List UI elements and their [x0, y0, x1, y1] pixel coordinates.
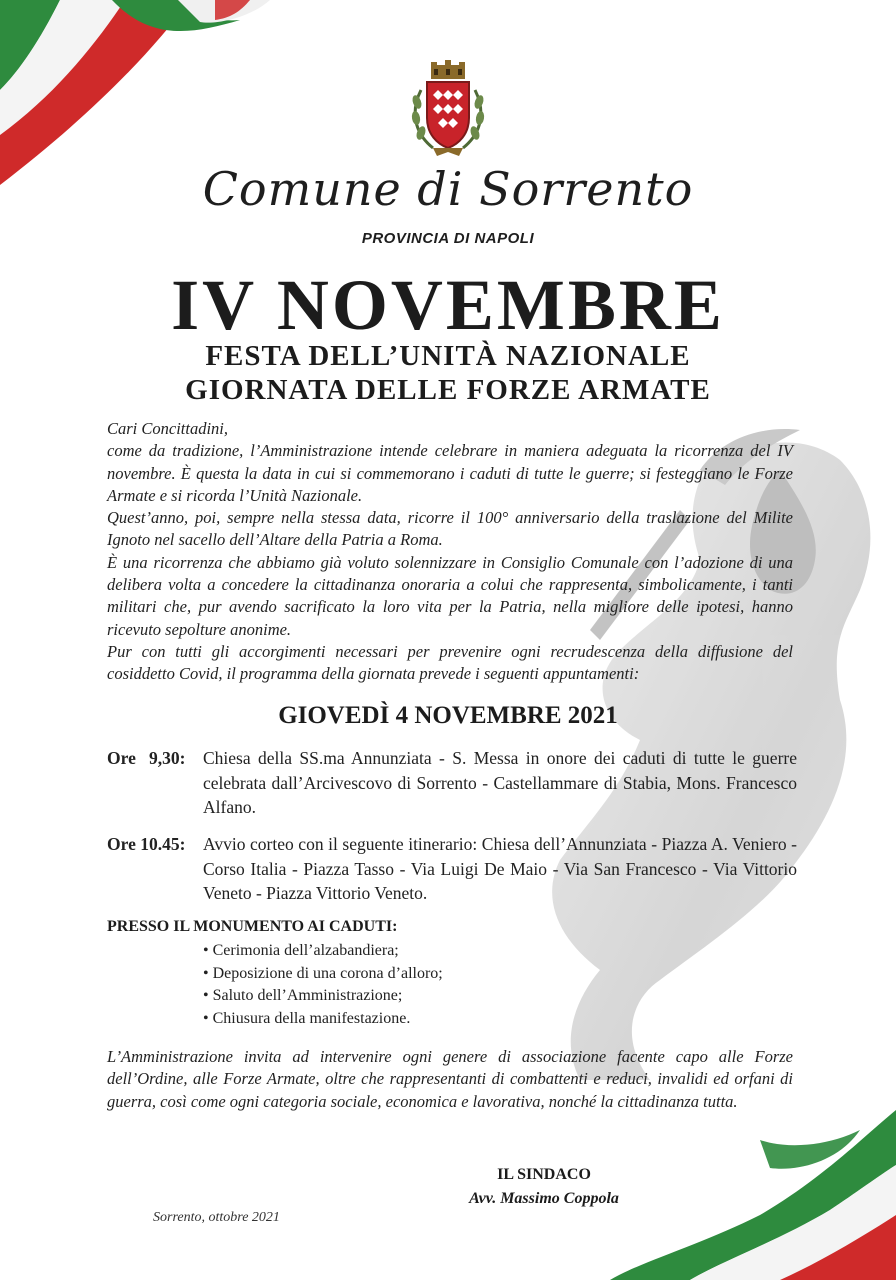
schedule-description: Chiesa della SS.ma Annunziata - S. Messa in onore dei caduti di tutte le guerre celebrata dall’Arcivescovo di Sorrento - Castellammare di Stabia, Mons. Francesco Alfano.: [203, 748, 797, 817]
schedule-time: Ore 9,30:: [107, 748, 186, 768]
schedule-time: Ore 10.45:: [107, 834, 186, 854]
ceremony-list: [203, 940, 443, 1030]
list-item: • Cerimonia dell’alzabandiera;: [203, 942, 399, 959]
schedule-description: Avvio corteo con il seguente itinerario: Chiesa dell’Annunziata - Piazza A. Veniero - Corso Italia - Piazza Tasso - Via Luigi De Maio - Via San Francesco - Via Vittorio Veneto - Piazza Vittorio Veneto.: [203, 834, 797, 903]
event-date-heading: GIOVEDÌ 4 NOVEMBRE 2021: [278, 702, 618, 729]
intro-paragraph: come da tradizione, l’Amministrazione intende celebrare in maniera adeguata la ricorrenza del IV novembre. È questa la data in cui si commemorano i caduti di tutte le guerre; si festeggiano le Forze Armate e si ricorda l’Unità Nazionale.: [107, 441, 793, 505]
municipality-name: Comune di Sorrento: [202, 162, 694, 216]
list-item: • Saluto dell’Amministrazione;: [203, 987, 403, 1004]
intro-paragraph: Quest’anno, poi, sempre nella stessa data, ricorre il 100° anniversario della traslazione del Milite Ignoto nel sacello dell’Altare della Patria a Roma.: [107, 508, 793, 550]
list-item: • Deposizione di una corona d’alloro;: [203, 964, 443, 982]
province-label: PROVINCIA DI NAPOLI: [361, 230, 535, 247]
subtitle-giornata: GIORNATA DELLE FORZE ARMATE: [185, 374, 711, 406]
intro-text: [107, 418, 793, 686]
subtitle-festa: FESTA DELL’UNITÀ NAZIONALE: [205, 340, 691, 372]
monument-heading: PRESSO IL MONUMENTO AI CADUTI:: [107, 918, 398, 935]
mayor-name: Avv. Massimo Coppola: [469, 1190, 619, 1207]
list-item: • Chiusura della manifestazione.: [203, 1009, 411, 1027]
schedule-item: [107, 832, 797, 906]
closing-paragraph: L’Amministrazione invita ad intervenire ogni genere di associazione facente capo alle Forze dell’Ordine, alle Forze Armate, oltre che rappresentanti di combattenti e reduci, invalidi ed orfani di guerra, così come ogni categoria sociale, economica e lavorativa, nonché la cittadinanza tutta.: [107, 1047, 793, 1111]
schedule-item: [107, 746, 797, 820]
main-title: IV NOVEMBRE: [171, 265, 725, 345]
greeting: Cari Concittadini,: [107, 419, 229, 438]
coat-of-arms-emblem: [403, 60, 493, 160]
intro-paragraph: È una ricorrenza che abbiamo già voluto solennizzare in Consiglio Comunale con l’adozione di una delibera volta a concedere la cittadinanza onoraria a colui che rappresenta, simbolicamente, i tanti militari che, pur avendo sacrificato la loro vita per la Patria, nella migliore delle ipotesi, hanno ricevuto sepolture anonime.: [107, 552, 793, 639]
mayor-title: IL SINDACO: [497, 1166, 591, 1183]
intro-paragraph: Pur con tutti gli accorgimenti necessari per prevenire ogni recrudescenza della diffusione del cosiddetto Covid, il programma della giornata prevede i seguenti appuntamenti:: [107, 641, 793, 684]
place-date: Sorrento, ottobre 2021: [153, 1210, 280, 1225]
